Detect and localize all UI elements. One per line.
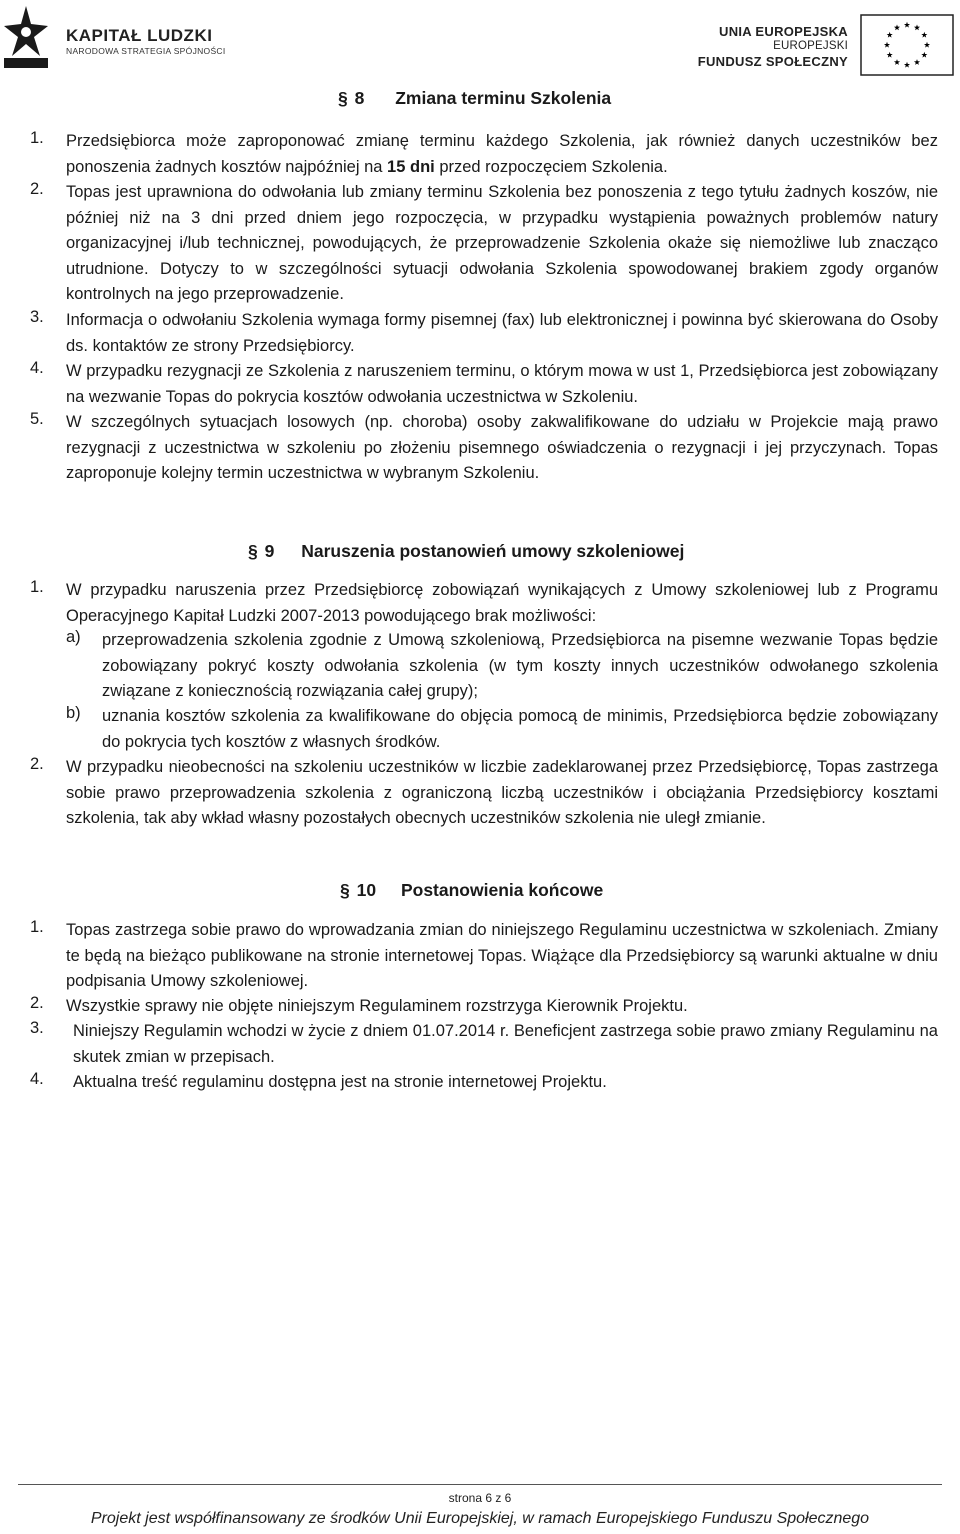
eu-logo-line1: UNIA EUROPEJSKA <box>719 24 848 39</box>
eu-logo-line2: EUROPEJSKI <box>773 40 848 52</box>
kapital-ludzki-subtitle: NARODOWA STRATEGIA SPÓJNOŚCI <box>66 46 226 56</box>
section-title: Naruszenia postanowień umowy szkoleniowej <box>301 541 685 561</box>
eu-logo <box>697 14 954 80</box>
list-item: W przypadku naruszenia przez Przedsiębiorcę zobowiązań wynikających z Umowy szkoleniowej lub z Programu Operacyjnego Kapitał Ludzki 2007-2013 powodującego brak możliwości: <box>66 581 938 625</box>
list-item: Informacja o odwołaniu Szkolenia wymaga formy pisemnej (fax) lub elektronicznej i powinna być skierowana do Osoby ds. kontaktów ze strony Przedsiębiorcy. <box>66 311 938 355</box>
list-item: Wszystkie sprawy nie objęte niniejszym Regulaminem rozstrzyga Kierownik Projektu. <box>66 997 688 1015</box>
list-item-number: 2. <box>30 994 44 1012</box>
sub-item-letter: b) <box>66 704 81 722</box>
list-item: Topas jest uprawniona do odwołania lub zmiany terminu Szkolenia bez ponoszenia z tego tytułu żadnych koszów, nie później niż na 3 dni przed dniem jego rozpoczęcia, w przypadku wystąpienia poważnych problemów natury organizacyjnej i/lub technicznej, powodujących, że przeprowadzenie Szkolenia okaże się niemożliwe lub znacząco utrudnione. Dotyczy to w szczególności sytuacji odwołania Szkolenia spowodowanej brakiem zgody organów kontrolnych na jego przeprowadzenie. <box>66 183 938 303</box>
section-10-heading <box>340 880 603 901</box>
list-item-number: 2. <box>30 180 44 198</box>
footer-funding-note: Projekt jest współfinansowany ze środków Unii Europejskiej, w ramach Europejskiego Funduszu Społecznego <box>90 1510 870 1527</box>
list-item-number: 1. <box>30 578 44 596</box>
list-item: W szczególnych sytuacjach losowych (np. choroba) osoby zakwalifikowane do udziału w Projekcie mają prawo rezygnacji z uczestnictwa w szkoleniu po złożeniu pisemnego oświadczenia o rezygnacji i jej przyczynach. Topas zaproponuje kolejny termin uczestnictwa w wybranym Szkoleniu. <box>66 413 938 482</box>
list-item-number: 4. <box>30 359 44 377</box>
section-number: 8 <box>354 88 365 108</box>
list-item: W przypadku rezygnacji ze Szkolenia z naruszeniem terminu, o którym mowa w ust 1, Przedsiębiorca jest zobowiązany na wezwanie Topas do pokrycia kosztów odwołania uczestnictwa w Szkoleniu. <box>66 362 938 406</box>
section-mark: § <box>340 880 350 900</box>
footer-divider <box>18 1484 942 1485</box>
sub-item: przeprowadzenia szkolenia zgodnie z Umową szkoleniową, Przedsiębiorca na pisemne wezwanie Topas będzie zobowiązany pokryć koszty odwołania szkolenia (w tym koszty innych uczestników odwołanego szkolenia związane z koniecznością rozwiązania całej grupy); <box>102 631 938 700</box>
list-item: Niniejszy Regulamin wchodzi w życie z dniem 01.07.2014 r. Beneficjent zastrzega sobie prawo zmiany Regulaminu na skutek zmian w przepisach. <box>73 1022 938 1066</box>
kapital-ludzki-logo <box>4 4 244 70</box>
list-item: Aktualna treść regulaminu dostępna jest na stronie internetowej Projektu. <box>73 1073 607 1091</box>
list-item-number: 1. <box>30 918 44 936</box>
kapital-ludzki-star-icon <box>4 4 48 70</box>
sub-item-letter: a) <box>66 628 81 646</box>
section-number: 10 <box>356 880 377 900</box>
page-header <box>0 0 960 80</box>
kapital-ludzki-title: KAPITAŁ LUDZKI <box>66 26 213 45</box>
section-8-heading <box>338 88 611 109</box>
section-mark: § <box>338 88 348 108</box>
list-item-number: 4. <box>30 1070 44 1088</box>
eu-logo-line3: FUNDUSZ SPOŁECZNY <box>697 54 848 69</box>
list-item-number: 3. <box>30 1019 44 1037</box>
list-item-number: 3. <box>30 308 44 326</box>
eu-flag-icon <box>860 14 954 76</box>
page-number: strona 6 z 6 <box>448 1491 512 1505</box>
list-item-number: 2. <box>30 755 44 773</box>
list-item: Topas zastrzega sobie prawo do wprowadzania zmian do niniejszego Regulaminu uczestnictwa w szkoleniach. Zmiany te będą na bieżąco publikowane na stronie internetowej Topas. Wiążące dla Przedsiębiorcy są warunki aktualne w dniu podpisania Umowy szkoleniowej. <box>66 921 938 990</box>
section-9-heading <box>248 541 684 562</box>
list-item-number: 5. <box>30 410 44 428</box>
section-number: 9 <box>264 541 275 561</box>
section-mark: § <box>248 541 258 561</box>
section-title: Zmiana terminu Szkolenia <box>395 88 612 108</box>
sub-item: uznania kosztów szkolenia za kwalifikowane do objęcia pomocą de minimis, Przedsiębiorca będzie zobowiązany do pokrycia tych kosztów z własnych środków. <box>102 707 938 751</box>
list-item-number: 1. <box>30 129 44 147</box>
list-item: W przypadku nieobecności na szkoleniu uczestników w liczbie zadeklarowanej przez Przedsiębiorcę, Topas zastrzega sobie prawo przeprowadzenia szkolenia z ograniczoną liczbą uczestników i obciążania Przedsiębiorcy kosztami szkolenia, tak aby wkład własny pozostałych obecnych uczestników szkolenia nie uległ zmianie. <box>66 758 938 827</box>
list-item: Przedsiębiorca może zaproponować zmianę terminu każdego Szkolenia, jak również danych uczestników bez ponoszenia żadnych kosztów najpóźniej na 15 dni przed rozpoczęciem Szkolenia. <box>66 132 938 176</box>
section-title: Postanowienia końcowe <box>400 880 604 900</box>
eu-logo-text <box>698 24 848 69</box>
